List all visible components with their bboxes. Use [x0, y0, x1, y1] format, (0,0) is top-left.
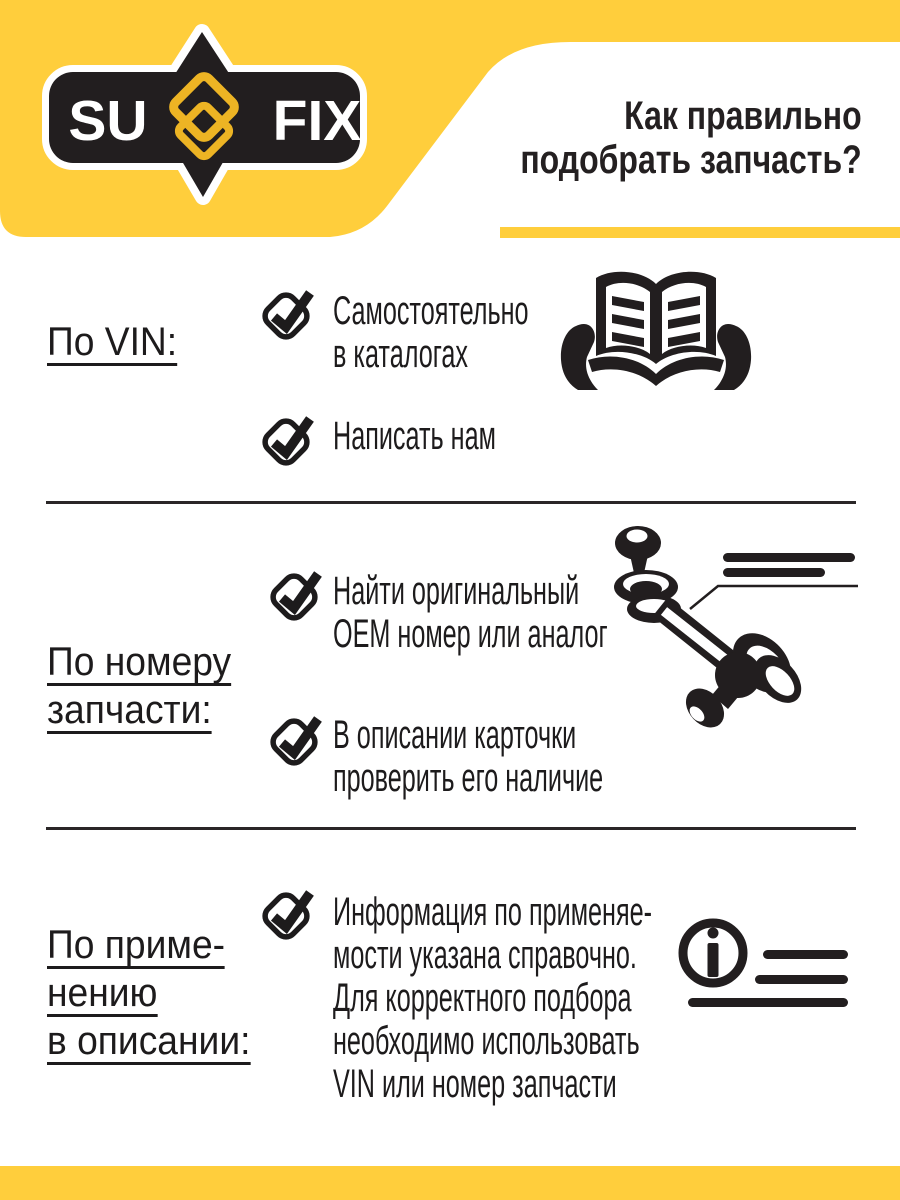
section-label-part-number: [47, 640, 245, 736]
section-label-application: [47, 923, 266, 1067]
stabilizer-link-icon: [590, 515, 870, 730]
check-item-line: в каталогах: [333, 332, 468, 376]
check-icon: [262, 284, 320, 342]
check-item-line: Найти оригинальный: [333, 569, 580, 613]
check-item-text: [333, 714, 603, 800]
check-item-text: [333, 290, 529, 376]
check-item-line: Для корректного подбора: [333, 976, 632, 1020]
check-item-line: Написать нам: [333, 414, 496, 458]
check-icon: [270, 710, 328, 768]
section-label-line: По VIN:: [47, 320, 178, 364]
logo-text-right: FIX: [272, 89, 362, 153]
check-item-line: VIN или номер запчасти: [333, 1062, 617, 1106]
title-underline-bar: [500, 227, 900, 238]
info-icon: [670, 912, 860, 1012]
check-item-text: [333, 415, 496, 458]
check-item-line: ОЕМ номер или аналог: [333, 612, 608, 656]
check-icon: [262, 410, 320, 468]
check-item-text: [333, 891, 652, 1106]
page-title: [521, 94, 862, 182]
check-item-line: необходимо использовать: [333, 1019, 640, 1063]
check-item-line: Информация по применяе-: [333, 890, 653, 934]
check-item-line: В описании карточки: [333, 713, 577, 757]
check-icon: [270, 565, 328, 623]
section-label-line: в описании:: [47, 1019, 251, 1063]
check-icon: [262, 884, 320, 942]
check-item-text: [333, 570, 608, 656]
catalog-book-icon: [554, 264, 758, 394]
check-item-line: мости указана справочно.: [333, 933, 637, 977]
section-label-vin: [47, 320, 187, 368]
check-item-line: Самостоятельно: [333, 289, 529, 333]
section-label-line: запчасти:: [47, 688, 212, 732]
section-label-line: По приме-: [47, 923, 226, 967]
page-title-line2: подобрать запчасть?: [520, 138, 862, 182]
section-label-line: По номеру: [47, 640, 232, 684]
logo-text-left: SU: [68, 89, 148, 153]
section-divider: [46, 501, 856, 504]
footer-yellow-bar: [0, 1166, 900, 1200]
check-item-line: проверить его наличие: [333, 756, 604, 800]
section-divider: [46, 827, 856, 830]
sufix-logo: [20, 8, 390, 220]
page-title-line1: Как правильно: [624, 94, 862, 138]
section-label-line: нению: [47, 971, 158, 1015]
